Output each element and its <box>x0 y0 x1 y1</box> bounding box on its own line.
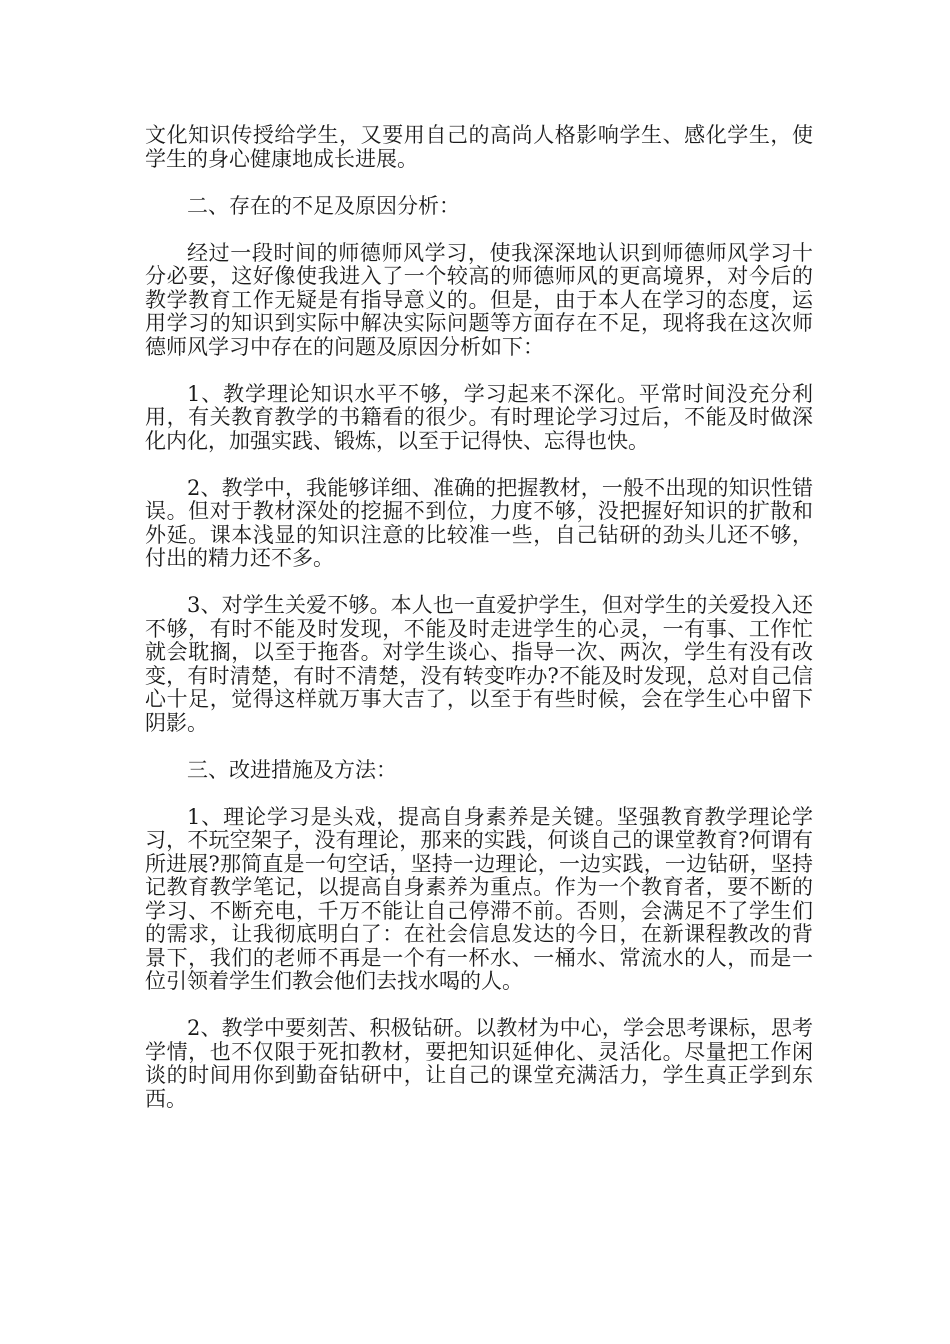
paragraph-shortcoming-1: 1、教学理论知识水平不够，学习起来不深化。平常时间没充分利用，有关教育教学的书籍看的很少。有时理论学习过后，不能及时做深化内化，加强实践、锻炼，以至于记得快、忘得也快。 <box>145 381 813 453</box>
section-heading-improvements: 三、改进措施及方法： <box>187 757 397 782</box>
paragraph-shortcomings-overview: 经过一段时间的师德师风学习，使我深深地认识到师德师风学习十分必要，这好像使我进入了一个较高的师德师风的更高境界，对今后的教学教育工作无疑是有指导意义的。但是，由于本人在学习的态度，运用学习的知识到实际中解决实际问题等方面存在不足，现将我在这次师德师风学习中存在的问题及原因分析如下： <box>145 240 813 359</box>
paragraph-shortcoming-2: 2、教学中，我能够详细、准确的把握教材，一般不出现的知识性错误。但对于教材深处的挖掘不到位，力度不够，没把握好知识的扩散和外延。课本浅显的知识注意的比较准一些，自己钻研的劲头儿还不够，付出的精力还不多。 <box>145 475 813 570</box>
paragraph-intro-continuation: 文化知识传授给学生，又要用自己的高尚人格影响学生、感化学生，使学生的身心健康地成长进展。 <box>145 123 813 171</box>
paragraph-improvement-2: 2、教学中要刻苦、积极钻研。以教材为中心，学会思考课标，思考学情，也不仅限于死扣教材，要把知识延伸化、灵活化。尽量把工作闲谈的时间用你到勤奋钻研中，让自己的课堂充满活力，学生真正学到东西。 <box>145 1016 813 1111</box>
section-heading-shortcomings: 二、存在的不足及原因分析： <box>187 193 460 218</box>
document-body <box>145 124 813 1135</box>
paragraph-shortcoming-3: 3、对学生关爱不够。本人也一直爱护学生，但对学生的关爱投入还不够，有时不能及时发现，不能及时走进学生的心灵，一有事、工作忙就会耽搁，以至于拖沓。对学生谈心、指导一次、两次，学生有没有改变，有时清楚，有时不清楚，没有转变咋办?不能及时发现，总对自己信心十足，觉得这样就万事大吉了，以至于有些时候，会在学生心中留下阴影。 <box>145 593 813 735</box>
paragraph-improvement-1: 1、理论学习是头戏，提高自身素养是关键。坚强教育教学理论学习，不玩空架子，没有理论，那来的实践，何谈自己的课堂教育?何谓有所进展?那简直是一句空话，坚持一边理论，一边实践，一边钻研，坚持记教育教学笔记，以提高自身素养为重点。作为一个教育者，要不断的学习、不断充电，千万不能让自己停滞不前。否则，会满足不了学生们的需求，让我彻底明白了：在社会信息发达的今日，在新课程教改的背景下，我们的老师不再是一个有一杯水、一桶水、常流水的人，而是一位引领着学生们教会他们去找水喝的人。 <box>145 804 813 993</box>
